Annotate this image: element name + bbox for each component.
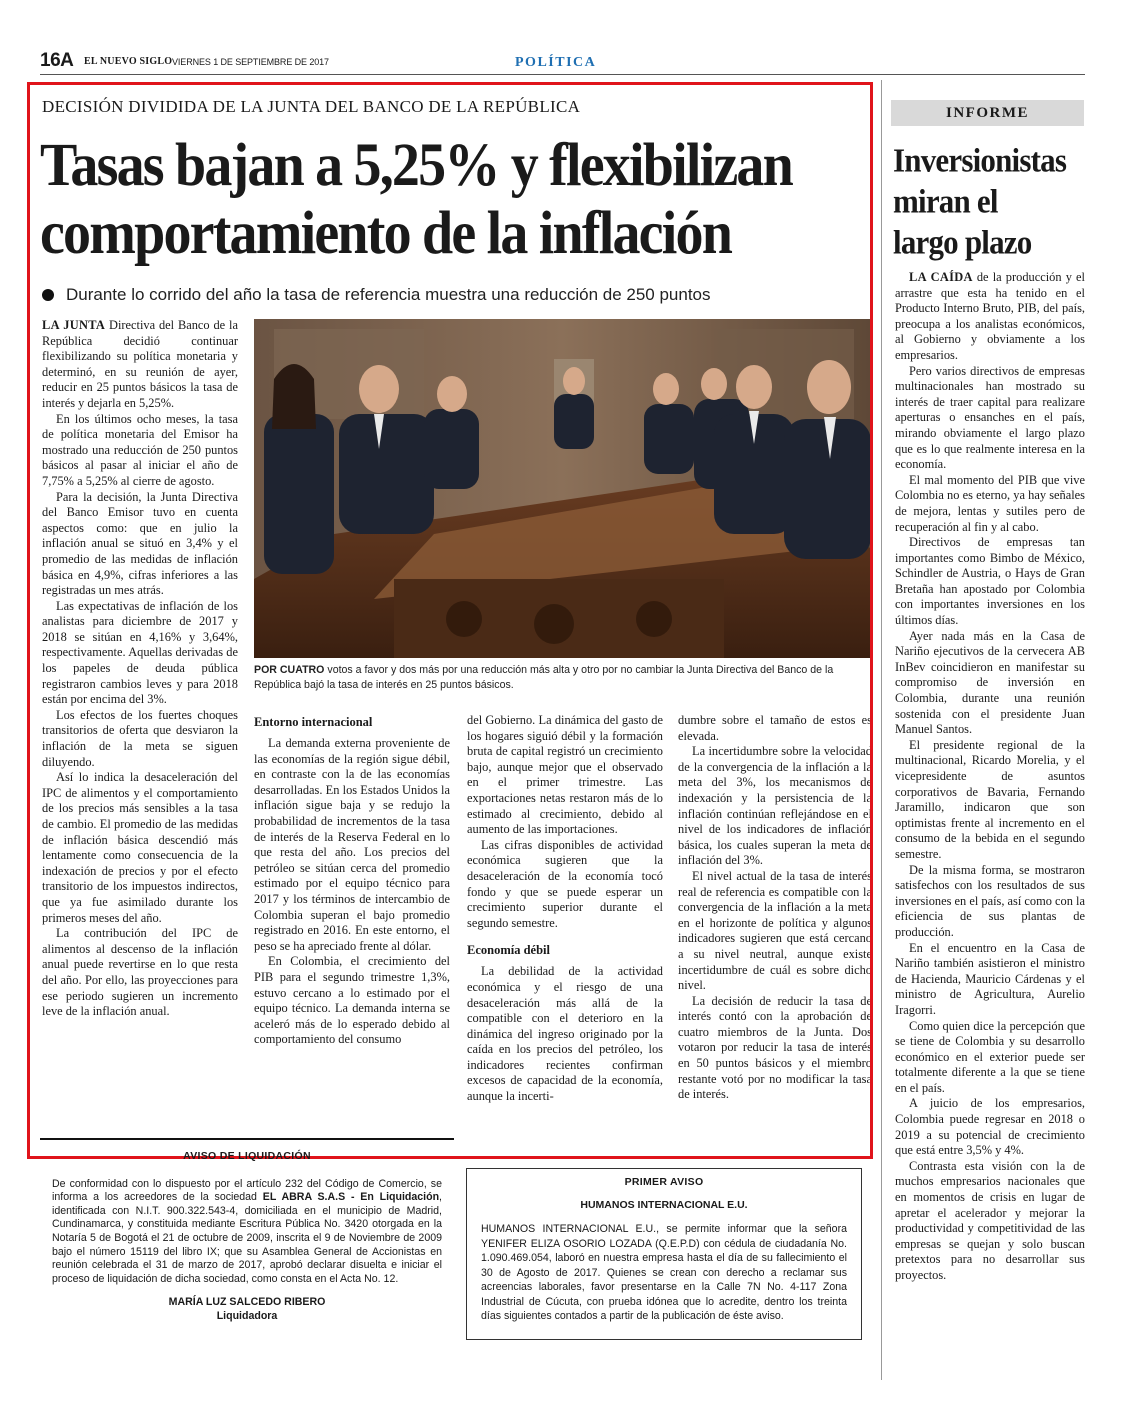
paragraph: Para la decisión, la Junta Directiva del Banco Emisor tuvo en cuenta aspectos como: que en julio la inflación anual se situó en 3,4% y el promedio de las medidas de inflación básica en 4,9%, cifras inferiores a las registradas un mes atrás. bbox=[42, 489, 238, 598]
paragraph: La contribución del IPC de alimentos al descenso de la inflación anual puede revertirse en lo que resta del año. Por ello, las proyecciones para ese periodo sugieren un incremento leve de la inflación anual. bbox=[42, 926, 238, 1019]
paragraph: Así lo indica la desaceleración del IPC de alimentos y el comportamiento de los precios más sensibles a la tasa de cambio. El promedio de las medidas de inflación básica descendió más lentamente como consecuencia de la indexación de precios y por el efecto transitorio de los impuestos indirectos, que ya fue asimilado durante los primeros meses del año. bbox=[42, 770, 238, 925]
paragraph: del Gobierno. La dinámica del gasto de los hogares siguió débil y la formación bruta de capital registró un crecimiento bajo, aunque mejor que el observado en el primer trimestre. Las exportaciones netas restaron más de lo estimado al crecimiento, debido al aumento de las importaciones. bbox=[467, 713, 663, 837]
paragraph: En el encuentro en la Casa de Nariño también asistieron el ministro de Hacienda, Mauricio Cárdenas y el ministro de Agricultura, Aurelio Iragorri. bbox=[895, 940, 1085, 1017]
paragraph: La incertidumbre sobre la velocidad de la convergencia de la inflación a la meta del 3%, los mecanismos de indexación y la persistencia de la inflación continúan reflejándose en el nivel de los indicadores de inflación básica, los cuales superan la meta de inflación del 3%. bbox=[678, 744, 872, 868]
notice-signer-role: Liquidadora bbox=[216, 1309, 278, 1322]
caption-lead: POR CUATRO bbox=[254, 664, 325, 676]
paragraph: Las expectativas de inflación de los analistas para diciembre de 2017 y 2018 se sitúan en 4,16% y 3,64%, respectivamente. Aquellas derivadas de los papeles de deuda pública registraron cambios leves y para 2018 están por encima del 3%. bbox=[42, 598, 238, 707]
article-kicker: DECISIÓN DIVIDIDA DE LA JUNTA DEL BANCO DE LA REPÚBLICA bbox=[42, 97, 581, 116]
paragraph: El nivel actual de la tasa de interés real de referencia es compatible con la convergencia de la inflación a la meta en el horizonte de política y algunos indicadores sugieren que está cercano a su nivel neutral, aunque existe incertidumbre de cuál es sobre dicho nivel. bbox=[678, 868, 872, 993]
publication-date: VIERNES 1 DE SEPTIEMBRE DE 2017 bbox=[172, 57, 329, 67]
notice-body: HUMANOS INTERNACIONAL E.U., se permite informar que la señora YENIFER ELIZA OSORIO LOZADA (Q.E.P.D) con cédula de ciudadanía No. 1.090.469.054, laboró en nuestra empresa hasta el día de su fallecimiento el 30 de Agosto de 2017. Quienes se crean con derecho a reclamar sus acreencias laborales, favor presentarse en la Calle 7N No. 4-117 Zona Industrial de Cúcuta, con prueba idónea que lo acredite, dentro los treinta días siguientes contados a partir de la publicación de éste aviso. bbox=[481, 1223, 847, 1322]
header-rule bbox=[40, 74, 1085, 75]
paragraph: La demanda externa proveniente de las economías de la región sigue débil, en contraste con la de las economías desarrolladas. En los Estados Unidos la inflación sigue baja y se redujo la probabilidad de incrementos de la tasa de interés de la Reserva Federal en lo que resta del año. Los precios del petróleo se sitúan cerca del promedio estimado por el equipo técnico para 2017 y los términos de intercambio de Colombia superan el bajo promedio registrado en 2016. En este entorno, el peso se ha apreciado frente al dólar. bbox=[254, 736, 450, 953]
notice-body: De conformidad con lo dispuesto por el artículo 232 del Código de Comercio, se informa a los acreedores de la sociedad EL ABRA S.A.S - En Liquidación, identificada con N.I.T. 900.322.543-4, domiciliada en el municipio de Madrid, Cundinamarca, y constituida mediante Escritura Pública No. 3420 otorgada en la Notaría 5 de Bogotá el 21 de octubre de 2009, inscrita el 9 de Noviembre de 2009 bajo el número 15119 del libro IX; que su Asamblea General de Accionistas en reunión celebrada el 31 de marzo de 2017, aprobó declarar disuelta e iniciar el proceso de liquidación de dicha sociedad, como consta en el Acta No. 12. bbox=[52, 1177, 442, 1285]
sidebar-headline: Inversionistas miran el largo plazo bbox=[893, 141, 1067, 261]
paragraph: dumbre sobre el tamaño de estos es elevada. bbox=[678, 713, 872, 743]
paragraph: De la misma forma, se mostraron satisfechos con los resultados de sus inversiones en el país, así como con la eficiencia de sus plantas de producción. bbox=[895, 862, 1085, 939]
paragraph: Las cifras disponibles de actividad económica sugieren que la desaceleración de la economía tocó fondo y que se puede esperar un crecimiento superior durante el segundo semestre. bbox=[467, 837, 663, 930]
paragraph: En Colombia, el crecimiento del PIB para el segundo trimestre 1,3%, estuvo cercano a lo estimado por el equipo técnico. La demanda interna se aceleró más de lo esperado debido al comportamiento del consumo bbox=[254, 954, 450, 1047]
lead-caps: LA CAÍDA bbox=[909, 270, 973, 284]
sidebar-body: LA CAÍDA de la producción y el arrastre que esta ha tenido en el Producto Interno Bruto, PIB, del país, preocupa a los analistas económicos, al Gobierno y obviamente a los empresarios. Pero varios directivos de empresas multinacionales han mostrado su interés de traer capital para realizare aperturas o ensanches en el país, mirando obviamente el largo plazo que es lo que realmente interesa en la economía. El mal momento del PIB que vive Colombia no es eterno, ya hay señales de mejora, lentas y sutiles pero de recuperación al fin y al cabo. Directivos de empresas tan importantes como Bimbo de México, Schindler de Austria, o Hays de Gran Bretaña han apostado por Colombia con importantes inversiones en los últimos días. Ayer nada más en la Casa de Nariño ejecutivos de la cervecera AB InBev coincidieron en manifestar su compromiso de inversión en Colombia, durante una reunión sostenida con el presidente Juan Manuel Santos. El presidente regional de la multinacional, Ricardo Morelia, y el vicepresidente de asuntos corporativos de Bavaria, Fernando Jaramillo, indicaron que son optimistas frente al incremento en el consumo de la bebida en el segundo semestre. De la misma forma, se mostraron satisfechos con los resultados de sus inversiones en el país, así como con la eficiencia de sus plantas de producción. En el encuentro en la Casa de Nariño también asistieron el ministro de Hacienda, Mauricio Cárdenas y el ministro de Agricultura, Aurelio Iragorri. Como quien dice la percepción que se tiene de Colombia y su desarrollo económico en el exterior puede ser totalmente diferente a la que se tiene en el país. A juicio de los empresarios, Colombia puede regresar en 2018 o 2019 a su potencial de crecimiento que está entre 3,5% y 4%. Contrasta esta visión con la de muchos empresarios nacionales que en momentos de crisis en lugar de apretar el acelerador y mejorar la productividad y competitividad de las empresas se quejan y solo buscan pretextos para no desarrollar sus proyectos. bbox=[895, 270, 1085, 1282]
page-number: 16A bbox=[40, 50, 74, 71]
section-heading: Entorno internacional bbox=[254, 715, 373, 729]
subhead-text: Durante lo corrido del año la tasa de referencia muestra una reducción de 250 puntos bbox=[66, 285, 711, 304]
caption-text: votos a favor y dos más por una reducción más alta y otro por no cambiar la Junta Directiva del Banco de la República bajó la tasa de interés en 25 puntos básicos. bbox=[254, 664, 834, 691]
lead-caps: LA JUNTA bbox=[42, 318, 106, 332]
newspaper-name: EL NUEVO SIGLO bbox=[84, 56, 173, 67]
liquidation-notice bbox=[40, 1150, 454, 1350]
section-heading: Economía débil bbox=[467, 943, 550, 958]
paragraph: La decisión de reducir la tasa de interés contó con la aprobación de cuatro miembros de la Junta. Dos votaron por reducir la tasa de interés en 50 puntos básicos y el miembro restante votó por no modificar la tasa de interés. bbox=[678, 993, 872, 1102]
paragraph: En los últimos ocho meses, la tasa de política monetaria del Emisor ha mostrado una reducción de 250 puntos básicos al pasar al iniciar el año de 7,75% a 5,25% al cierre de agosto. bbox=[42, 411, 238, 488]
paragraph: Los efectos de los fuertes choques transitorios de oferta que desviaron la inflación de la meta se siguen diluyendo. bbox=[42, 707, 238, 769]
company-name: EL ABRA S.A.S - En Liquidación bbox=[262, 1191, 440, 1204]
paragraph: A juicio de los empresarios, Colombia puede regresar en 2018 o 2019 a su potencial de crecimiento que está entre 3,5% y 4%. bbox=[895, 1096, 1085, 1158]
paragraph: El presidente regional de la multinacional, Ricardo Morelia, y el vicepresidente de asuntos corporativos de Bavaria, Fernando Jaramillo, indicaron que son optimistas frente al incremento en el consumo de la bebida en el segundo semestre. bbox=[895, 737, 1085, 861]
section-label: POLÍTICA bbox=[515, 55, 597, 70]
paragraph: Contrasta esta visión con la de muchos empresarios nacionales que en momentos de crisis en lugar de apretar el acelerador y mejorar la productividad y competitividad de las empresas se quejan y solo buscan pretextos para no desarrollar sus proyectos. bbox=[895, 1158, 1085, 1282]
sidebar-divider bbox=[881, 80, 882, 1380]
paragraph: La debilidad de la actividad económica y el riesgo de una desaceleración más allá de la compatible con el deterioro en la dinámica del ingreso originado por la caída en los precios del petróleo, los indicadores recientes confirman excesos de capacidad de la economía, aunque la incerti- bbox=[467, 964, 663, 1104]
notice-rule bbox=[40, 1138, 454, 1140]
article-highlight-frame bbox=[27, 82, 873, 1159]
headline-line-2: comportamiento de la inflación bbox=[40, 198, 732, 267]
paragraph: El mal momento del PIB que vive Colombia no es eterno, ya hay señales de mejora, lentas y sutiles pero de recuperación al fin y al cabo. bbox=[895, 472, 1085, 534]
article-column-1: LA JUNTA Directiva del Banco de la República decidió continuar flexibilizando su política monetaria y determinó, en su reunión de ayer, reducir en 25 puntos básicos la tasa de interés y dejarla en 5,25%. En los últimos ocho meses, la tasa de política monetaria del Emisor ha mostrado una reducción de 250 puntos básicos al pasar al iniciar el año de 7,75% a 5,25% al cierre de agosto. Para la decisión, la Junta Directiva del Banco Emisor tuvo en cuenta aspectos como: que en julio la inflación anual se situó en 3,4% y el promedio de las medidas de inflación básica en 4,9%, cifras inferiores a las registradas un mes atrás. Las expectativas de inflación de los analistas para diciembre de 2017 y 2018 se sitúan en 4,16% y 3,64%, respectivamente. Aquellas derivadas de los papeles de deuda pública registraron cambios leves y para 2018 están por encima del 3%. Los efectos de los fuertes choques transitorios de oferta que desviaron la inflación de la meta se siguen diluyendo. Así lo indica la desaceleración del IPC de alimentos y el comportamiento de los precios más sensibles a la tasa de cambio. El promedio de las medidas de inflación básica descendió más lentamente como consecuencia de la indexación de precios y por el efecto transitorio de los impuestos indirectos, que ya fue asimilado durante los primeros meses del año. La contribución del IPC de alimentos al descenso de la inflación anual puede revertirse en lo que resta del año. Por ello, las proyecciones para ese periodo sugieren un incremento leve de la inflación anual. bbox=[42, 318, 238, 1019]
paragraph: Ayer nada más en la Casa de Nariño ejecutivos de la cervecera AB InBev coincidieron en manifestar su compromiso de inversión en Colombia, durante una reunión sostenida con el presidente Juan Manuel Santos. bbox=[895, 628, 1085, 737]
paragraph: Pero varios directivos de empresas multinacionales han mostrado su interés de traer capital para realizare aperturas o ensanches en el país, mirando obviamente el largo plazo que es lo que realmente interesa en la economía. bbox=[895, 363, 1085, 472]
paragraph: Como quien dice la percepción que se tiene de Colombia y su desarrollo económico en el exterior puede ser totalmente diferente a la que se tiene en el país. bbox=[895, 1018, 1085, 1095]
notice-signer: MARÍA LUZ SALCEDO RIBERO bbox=[168, 1296, 326, 1309]
notice-subtitle: HUMANOS INTERNACIONAL E.U. bbox=[580, 1198, 748, 1211]
first-notice bbox=[466, 1168, 862, 1340]
notice-title: AVISO DE LIQUIDACIÓN bbox=[183, 1150, 311, 1162]
paragraph: Directivos de empresas tan importantes como Bimbo de México, Schindler de Austria, o Hays de Gran Bretaña han apostado por Colombia con importantes inversiones en los últimos días. bbox=[895, 535, 1085, 628]
notice-title: PRIMER AVISO bbox=[624, 1176, 704, 1188]
headline-line-1: Tasas bajan a 5,25% y flexibilizan bbox=[40, 130, 792, 200]
sidebar-tag: INFORME bbox=[891, 100, 1084, 126]
